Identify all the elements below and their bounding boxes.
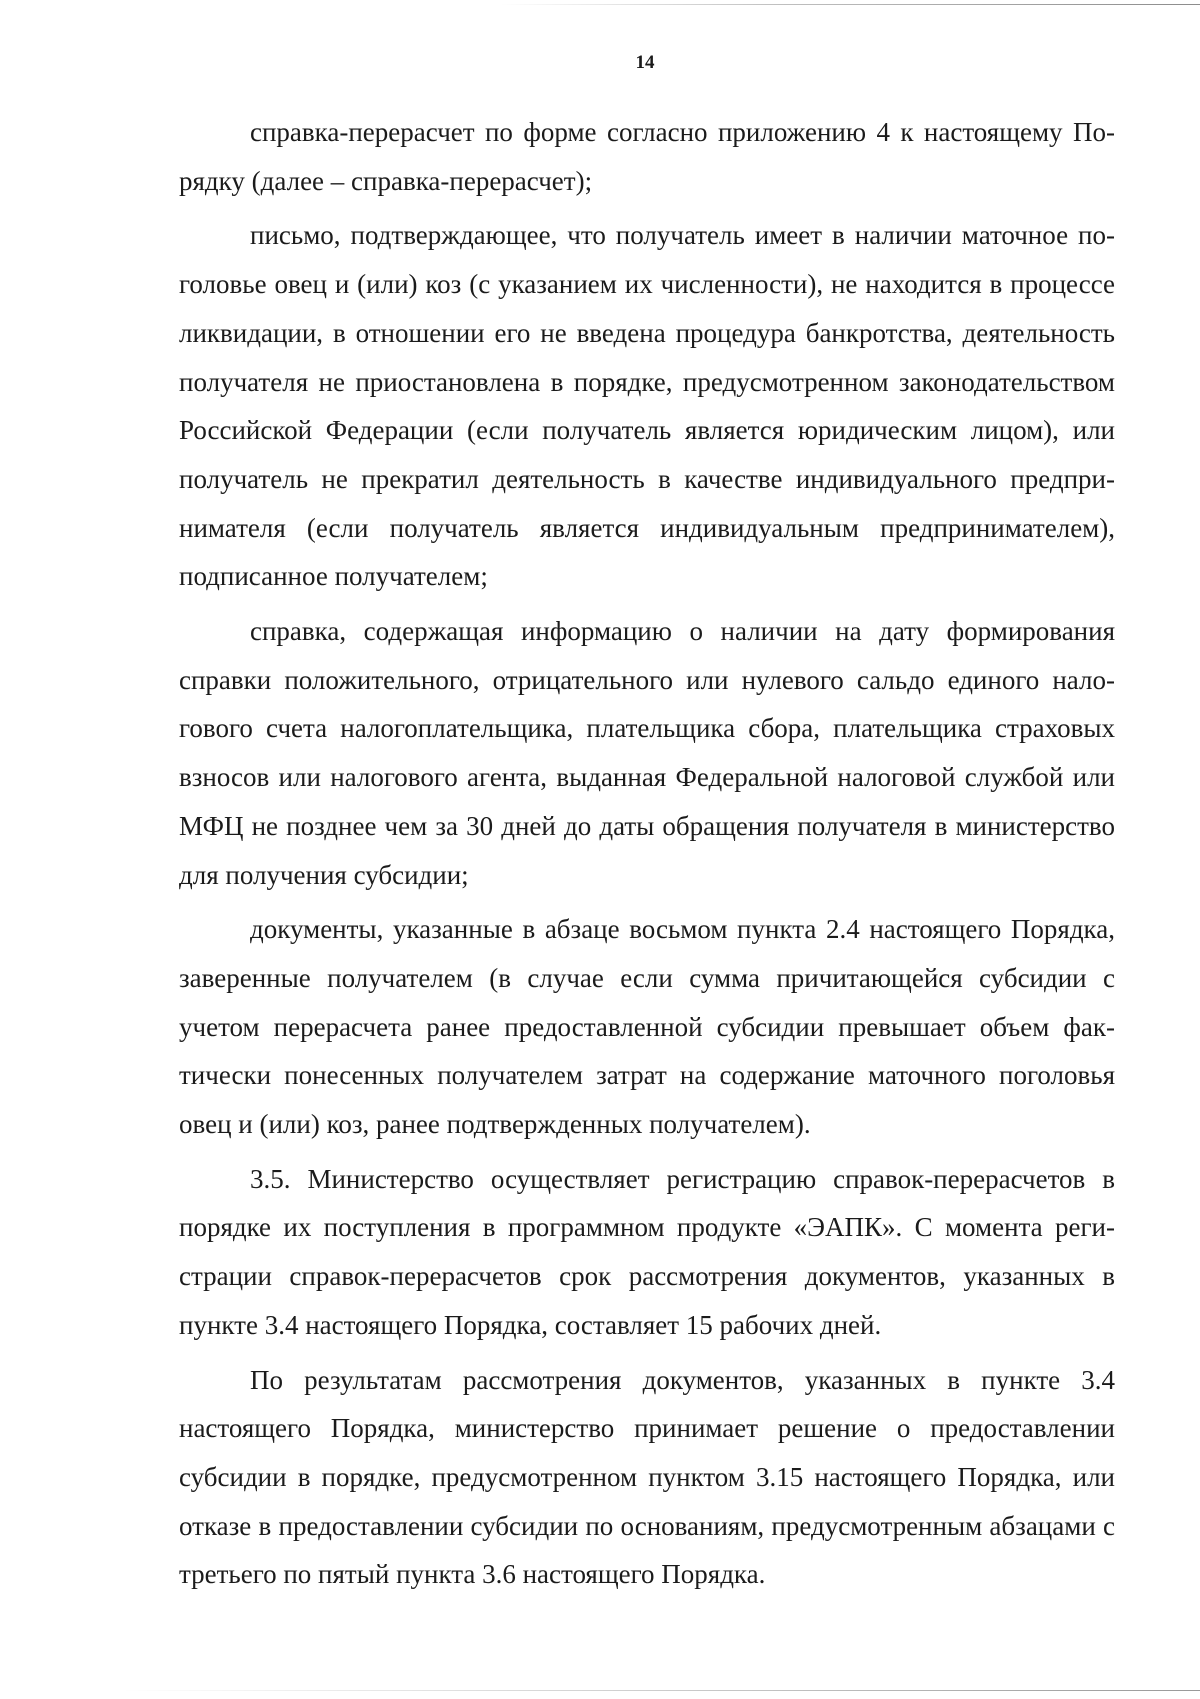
- paragraph-confirmation-letter: письмо, подтверждающее, что получатель имеет в наличии маточное поголовье овец и (или) коз (с указанием их численности), не находится в процессе ликвидации, в отношении его не введена процедура банкротства, деятельность получателя не приостановлена в порядке, предусмотренном законодательством Российской Федерации (если получатель является юридическим лицом), или получатель не прекратил деятельность в качестве индивидуального предпринимателя (если получатель является индивидуальным предпринимателем), подписанное получателем;: [179, 220, 1115, 592]
- paragraph-clause-3-5: 3.5. Министерство осуществляет регистрацию справок-перерасчетов в порядке их поступления в программном продукте «ЭАПК». С момента регистрации справок-перерасчетов срок рассмотрения документов, указанных в пункте 3.4 настоящего Порядка, составляет 15 рабочих дней.: [179, 1163, 1115, 1340]
- scan-edge-top: [500, 4, 1200, 5]
- paragraph-decision: По результатам рассмотрения документов, указанных в пункте 3.4 настоящего Порядка, министерство принимает решение о предоставлении субсидии в порядке, предусмотренном пунктом 3.15 настоящего Порядка, или отказе в предоставлении субсидии по основаниям, предусмотренным абзацами с третьего по пятый пункта 3.6 настоящего Порядка.: [179, 1364, 1115, 1590]
- document-body: [179, 108, 1115, 1599]
- paragraph-certified-documents: документы, указанные в абзаце восьмом пункта 2.4 настоящего Порядка, заверенные получателем (в случае если сумма причитающейся субсидии с учетом перерасчета ранее предоставленной субсидии превышает объем фактически понесенных получателем затрат на содержание маточного поголовья овец и (или) коз, ранее подтвержденных получателем).: [179, 914, 1115, 1140]
- page-number: 14: [635, 52, 655, 73]
- paragraph-tax-balance-certificate: справка, содержащая информацию о наличии на дату формирования справки положительного, отрицательного или нулевого сальдо единого налогового счета налогоплательщика, плательщика сбора, плательщика страховых взносов или налогового агента, выданная Федеральной налоговой службой или МФЦ не позднее чем за 30 дней до даты обращения получателя в министерство для получения субсидии;: [179, 616, 1115, 890]
- scan-edge-bottom: [120, 1690, 1200, 1691]
- paragraph-recalculation-certificate: справка-перерасчет по форме согласно приложению 4 к настоящему Порядку (далее – справка-перерасчет);: [179, 117, 1115, 196]
